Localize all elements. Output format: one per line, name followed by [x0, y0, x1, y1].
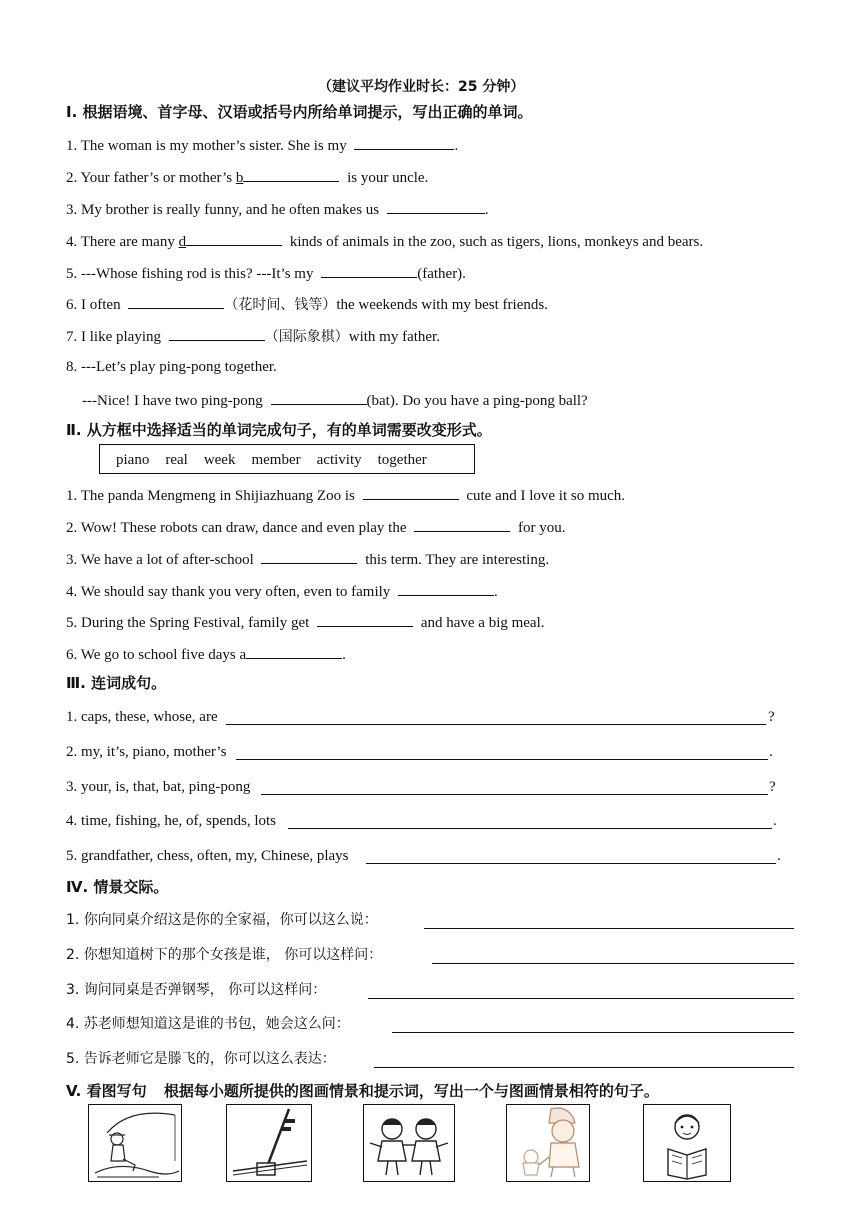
end-punct: .	[777, 848, 781, 864]
word-item: week	[203, 452, 236, 468]
section5-instruction: 根据每小题所提供的图画情景和提示词，写出一个与图画情景相符的句子。	[163, 1082, 659, 1100]
q-text: 2. my, it’s, piano, mother’s	[66, 744, 227, 760]
reading-girl-picture	[643, 1104, 731, 1182]
q-text: ---Whose fishing rod is this? ---It’s my	[81, 266, 314, 282]
hint-letter: b	[235, 170, 244, 186]
q-num: 2.	[66, 170, 78, 186]
q-text: My brother is really funny, and he often makes us	[81, 202, 380, 218]
answer-line[interactable]	[288, 827, 772, 829]
erhu-picture	[226, 1104, 312, 1182]
q-text-end: .	[484, 202, 489, 218]
answer-blank[interactable]	[128, 294, 224, 309]
page-header: （建议平均作业时长：25 分钟）	[318, 79, 525, 95]
boy-with-dog-icon	[507, 1105, 589, 1181]
answer-blank[interactable]	[387, 199, 485, 214]
erhu-icon	[227, 1105, 311, 1181]
q-text-end: for you.	[518, 520, 566, 536]
answer-blank[interactable]	[363, 485, 459, 500]
q-text-end: .	[454, 138, 459, 154]
word-item: member	[251, 452, 301, 468]
end-punct: .	[769, 744, 773, 760]
boy-dog-picture	[506, 1104, 590, 1182]
q-num: 5.	[66, 266, 78, 282]
s4-item: 1. 你向同桌介绍这是你的全家福，你可以这么说：	[66, 912, 378, 928]
twin-girls-icon	[364, 1105, 454, 1181]
s2-q2	[66, 517, 566, 537]
section5-title	[66, 1082, 659, 1100]
q-text: ---Nice! I have two ping-pong	[82, 393, 263, 409]
s3-item	[66, 778, 250, 796]
s3-item	[66, 708, 218, 726]
q-num: 8.	[66, 359, 78, 375]
q-text-end: with my father.	[348, 329, 440, 345]
q-num: 3.	[66, 552, 78, 568]
twins-picture	[363, 1104, 455, 1182]
answer-blank[interactable]	[398, 581, 494, 596]
s1-q7	[66, 326, 440, 346]
answer-blank[interactable]	[169, 326, 265, 341]
answer-line[interactable]	[392, 1031, 794, 1033]
s2-q5	[66, 612, 545, 632]
q-text-end: kinds of animals in the zoo, such as tigers, lions, monkeys and bears.	[289, 234, 704, 250]
q-num: 6.	[66, 297, 78, 313]
fishing-picture	[88, 1104, 182, 1182]
s1-q1	[66, 135, 458, 155]
answer-blank[interactable]	[414, 517, 510, 532]
answer-blank[interactable]	[261, 549, 357, 564]
s2-q6	[66, 644, 346, 664]
q-text-end: this term. They are interesting.	[365, 552, 550, 568]
answer-line[interactable]	[366, 862, 776, 864]
q-text: Wow! These robots can draw, dance and even play the	[80, 520, 407, 536]
s3-item	[66, 743, 226, 761]
q-text-end: is your uncle.	[347, 170, 429, 186]
s4-item: 5. 告诉老师它是滕飞的，你可以这么表达：	[66, 1051, 336, 1067]
q-text: I like playing	[81, 329, 161, 345]
s3-item	[66, 847, 349, 865]
s1-q6	[66, 294, 548, 314]
cn-hint: （国际象棋）	[264, 329, 349, 345]
s2-q3	[66, 549, 549, 569]
q-text-end: cute and I love it so much.	[466, 488, 626, 504]
word-box	[99, 444, 475, 474]
cn-hint: （花时间、钱等）	[224, 297, 337, 313]
q-text: Your father’s or mother’s	[80, 170, 236, 186]
s1-q4	[66, 231, 703, 251]
answer-line[interactable]	[374, 1066, 794, 1068]
s1-q8-reply	[82, 390, 588, 410]
answer-line[interactable]	[432, 962, 794, 964]
word-item: together	[377, 452, 427, 468]
section5-label: V. 看图写句	[66, 1082, 147, 1100]
answer-line[interactable]	[368, 997, 794, 999]
answer-line[interactable]	[424, 927, 794, 929]
q-text-end: and have a big meal.	[420, 615, 545, 631]
s1-q2	[66, 167, 428, 187]
s2-q4	[66, 581, 498, 601]
q-text-end: .	[494, 584, 498, 600]
answer-blank[interactable]	[186, 231, 282, 246]
q-num: 1.	[66, 488, 78, 504]
s4-item: 3. 询问同桌是否弹钢琴， 你可以这样问：	[66, 982, 327, 998]
q-text: We have a lot of after-school	[80, 552, 254, 568]
q-text-end: (bat). Do you have a ping-pong ball?	[366, 393, 588, 409]
answer-line[interactable]	[236, 758, 768, 760]
q-text-end: .	[342, 647, 346, 663]
q-text: ---Let’s play ping-pong together.	[81, 359, 277, 375]
answer-blank[interactable]	[317, 612, 413, 627]
q-text-end: the weekends with my best friends.	[336, 297, 548, 313]
s2-q1	[66, 485, 625, 505]
s1-q3	[66, 199, 489, 219]
q-text: 4. time, fishing, he, of, spends, lots	[66, 813, 276, 829]
answer-blank[interactable]	[271, 390, 367, 405]
q-text-end: (father).	[417, 266, 466, 282]
s1-q8	[66, 358, 277, 376]
q-text: During the Spring Festival, family get	[81, 615, 310, 631]
end-punct: ?	[768, 709, 775, 725]
s4-item: 2. 你想知道树下的那个女孩是谁， 你可以这样问：	[66, 947, 383, 963]
fishing-icon	[89, 1105, 181, 1181]
q-text: There are many	[80, 234, 179, 250]
q-num: 1.	[66, 138, 78, 154]
answer-blank[interactable]	[321, 263, 417, 278]
q-text: 5. grandfather, chess, often, my, Chinese, plays	[66, 848, 349, 864]
q-num: 2.	[66, 520, 78, 536]
answer-blank[interactable]	[354, 135, 454, 150]
answer-blank[interactable]	[246, 644, 342, 659]
end-punct: ?	[769, 779, 776, 795]
s1-q5	[66, 263, 466, 283]
q-text: The woman is my mother’s sister. She is my	[80, 138, 347, 154]
word-item: activity	[316, 452, 362, 468]
answer-blank[interactable]	[243, 167, 339, 182]
q-text: 1. caps, these, whose, are	[66, 709, 218, 725]
q-num: 3.	[66, 202, 78, 218]
q-num: 6.	[66, 647, 78, 663]
q-text: 3. your, is, that, bat, ping-pong	[66, 779, 251, 795]
section4-title: Ⅳ. 情景交际。	[66, 878, 169, 896]
section3-title: Ⅲ. 连词成句。	[66, 674, 167, 692]
q-text: We should say thank you very often, even to family	[80, 584, 391, 600]
q-num: 5.	[66, 615, 78, 631]
answer-line[interactable]	[261, 793, 768, 795]
answer-line[interactable]	[226, 723, 766, 725]
s4-item: 4. 苏老师想知道这是谁的书包，她会这么问：	[66, 1016, 350, 1032]
q-text: I often	[81, 297, 121, 313]
word-item: real	[165, 452, 188, 468]
q-num: 4.	[66, 584, 78, 600]
q-num: 7.	[66, 329, 78, 345]
word-item: piano	[116, 452, 150, 468]
q-num: 4.	[66, 234, 78, 250]
q-text: We go to school five days a	[80, 647, 247, 663]
s3-item	[66, 812, 276, 830]
end-punct: .	[773, 813, 777, 829]
q-text: The panda Mengmeng in Shijiazhuang Zoo is	[80, 488, 355, 504]
section2-title: Ⅱ. 从方框中选择适当的单词完成句子，有的单词需要改变形式。	[66, 421, 492, 439]
section1-title: Ⅰ. 根据语境、首字母、汉语或括号内所给单词提示，写出正确的单词。	[66, 103, 533, 121]
hint-letter: d	[178, 234, 187, 250]
reading-girl-icon	[644, 1105, 730, 1181]
